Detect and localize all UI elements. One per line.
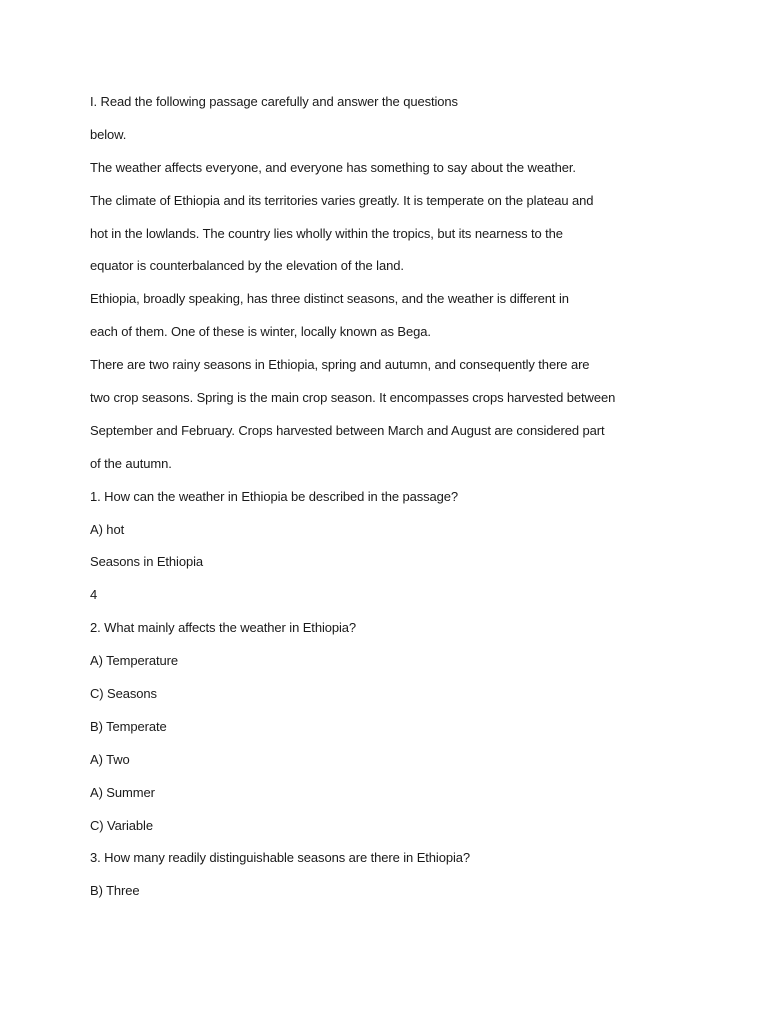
passage-line: Ethiopia, broadly speaking, has three distinct seasons, and the weather is different in (90, 291, 569, 307)
instruction-line: below. (90, 126, 127, 142)
question-line: 3. How many readily distinguishable seasons are there in Ethiopia? (90, 850, 471, 866)
text-line: 4 (90, 587, 98, 603)
passage-line: two crop seasons. Spring is the main crop season. It encompasses crops harvested between (90, 390, 616, 406)
passage-line: September and February. Crops harvested between March and August are considered part (90, 422, 605, 438)
answer-option: A) hot (90, 521, 125, 537)
answer-option: B) Temperate (90, 718, 167, 734)
question-line: 1. How can the weather in Ethiopia be described in the passage? (90, 488, 459, 504)
passage-line: There are two rainy seasons in Ethiopia, spring and autumn, and consequently there are (90, 357, 590, 373)
passage-line: hot in the lowlands. The country lies wholly within the tropics, but its nearness to the (90, 225, 563, 241)
answer-option: A) Temperature (90, 653, 178, 669)
answer-option: A) Summer (90, 784, 155, 800)
passage-line: of the autumn. (90, 455, 172, 471)
document-text (90, 90, 690, 912)
passage-line: The climate of Ethiopia and its territories varies greatly. It is temperate on the plateau and (90, 192, 594, 208)
text-line: Seasons in Ethiopia (90, 554, 204, 570)
passage-line: each of them. One of these is winter, locally known as Bega. (90, 324, 431, 340)
instruction-line: I. Read the following passage carefully and answer the questions (90, 94, 458, 109)
passage-line: equator is counterbalanced by the elevation of the land. (90, 258, 404, 274)
answer-option: C) Seasons (90, 686, 157, 702)
passage-line: The weather affects everyone, and everyone has something to say about the weather. (90, 159, 576, 175)
question-line: 2. What mainly affects the weather in Ethiopia? (90, 620, 357, 636)
answer-option: B) Three (90, 883, 140, 899)
answer-option: C) Variable (90, 817, 153, 833)
answer-option: A) Two (90, 751, 130, 767)
